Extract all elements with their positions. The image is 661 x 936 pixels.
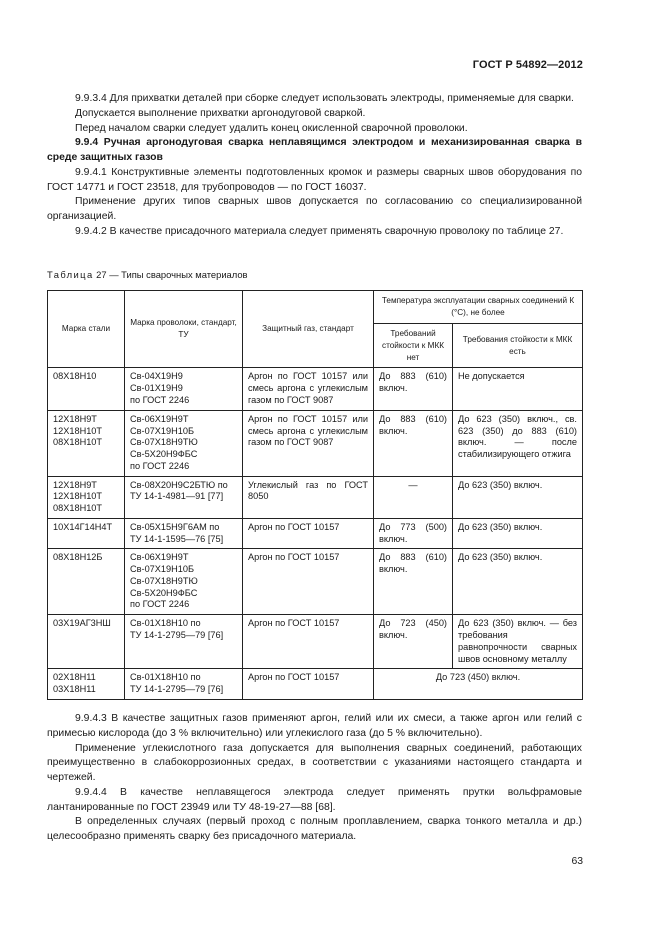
wire-grade: Св-05Х15Н9Г6АМ по	[130, 521, 220, 532]
header-mkk: Требования стойкости к МКК есть	[453, 323, 583, 368]
cell-mkk: Не допускается	[453, 368, 583, 410]
wire-grade: Св-07Х19Н10Б	[130, 564, 195, 575]
wire-grade: Св-01Х18Н10 по	[130, 672, 201, 683]
paragraph: Применение углекислотного газа допускается для выполнения сварных соединений, работающих преимущественно в слабокоррозионных средах, в соответствии с указаниями настоящего стандарта и чертежей.	[47, 742, 582, 784]
wire-grade: Св-5Х20Н9ФБС	[130, 449, 198, 460]
welding-materials-table	[47, 290, 583, 700]
cell-mkk: До 623 (350) включ., св. 623 (350) до 883 (610) включ. — после стабилизирующего отжига	[453, 410, 583, 476]
wire-grade: Св-07Х18Н9ТЮ	[130, 575, 198, 586]
steel-grade: 03Х19АГ3НШ	[53, 618, 111, 629]
cell-mkk: До 623 (350) включ. — без требования равнопрочности сварных швов основному металлу	[453, 615, 583, 669]
wire-grade: Св-07Х18Н9ТЮ	[130, 437, 198, 448]
bottom-paragraphs	[47, 712, 582, 845]
steel-grade: 08Х18Н10Т	[53, 503, 103, 514]
cell-gas: Углекислый газ по ГОСТ 8050	[243, 476, 374, 518]
page-number: 63	[571, 856, 583, 867]
cell-wire	[125, 476, 243, 518]
steel-grade: 12Х18Н10Т	[53, 491, 103, 502]
steel-grade: 03Х18Н11	[53, 684, 96, 695]
table-row	[48, 549, 583, 615]
paragraph: 9.9.4.3 В качестве защитных газов применяют аргон, гелий или их смеси, а также аргон или гелий с примесью кислорода (до 3 % включительно) или углекислого газа (до 5 % включительно).	[47, 713, 582, 739]
steel-grade: 08Х18Н10	[53, 371, 97, 382]
paragraph: Допускается выполнение прихватки аргонодуговой сваркой.	[75, 107, 366, 119]
header-temperature: Температура эксплуатации сварных соединений К (°С), не более	[374, 291, 583, 324]
paragraph: 9.9.3.4 Для прихватки деталей при сборке следует использовать электроды, применяемые для сварки.	[75, 93, 574, 104]
table-row	[48, 615, 583, 669]
steel-grade: 12Х18Н9Т	[53, 479, 97, 490]
cell-mkk: До 623 (350) включ.	[453, 549, 583, 615]
section-heading: 9.9.4 Ручная аргонодуговая сварка неплавящимся электродом и механизированная сварка в среде защитных газов	[47, 137, 582, 164]
table-body	[48, 368, 583, 699]
paragraph: Перед началом сварки следует удалить конец окисленной сварочной проволоки.	[75, 122, 468, 134]
cell-no-mkk: До 883 (610) включ.	[374, 410, 453, 476]
paragraph: 9.9.4.2 В качестве присадочного материала следует применять сварочную проволоку по таблице 27.	[75, 225, 564, 237]
table-caption	[47, 268, 248, 281]
table-caption-title: 27 — Типы сварочных материалов	[96, 269, 248, 280]
steel-grade: 12Х18Н10Т	[53, 425, 103, 436]
steel-grade: 12Х18Н9Т	[53, 413, 97, 424]
cell-wire	[125, 669, 243, 700]
cell-gas: Аргон по ГОСТ 10157 или смесь аргона с углекислым газом по ГОСТ 9087	[243, 410, 374, 476]
cell-temperature-merged: До 723 (450) включ.	[374, 669, 583, 700]
cell-steel	[48, 669, 125, 700]
wire-grade: Св-06Х19Н9Т	[130, 413, 189, 424]
table-row	[48, 410, 583, 476]
wire-grade: по ГОСТ 2246	[130, 460, 190, 471]
wire-grade: ТУ 14-1-4981—91 [77]	[130, 491, 224, 502]
paragraph: 9.9.4.4 В качестве неплавящегося электрода следует применять прутки вольфрамовые лантанированные по ГОСТ 23949 или ТУ 48-19-27—88 [68].	[47, 786, 582, 813]
cell-wire	[125, 549, 243, 615]
cell-gas: Аргон по ГОСТ 10157	[243, 549, 374, 615]
top-paragraphs	[47, 92, 582, 240]
steel-grade: 08Х18Н12Б	[53, 552, 103, 563]
cell-gas: Аргон по ГОСТ 10157 или смесь аргона с углекислым газом по ГОСТ 9087	[243, 368, 374, 410]
cell-no-mkk: До 883 (610) включ.	[374, 368, 453, 410]
steel-grade: 02Х18Н11	[53, 672, 96, 683]
cell-gas: Аргон по ГОСТ 10157	[243, 518, 374, 549]
document-id: ГОСТ Р 54892—2012	[472, 59, 583, 71]
table-row	[48, 476, 583, 518]
wire-grade: по ГОСТ 2246	[130, 599, 190, 610]
table-caption-label: Таблица	[47, 269, 94, 280]
cell-no-mkk: —	[374, 476, 453, 518]
cell-no-mkk: До 773 (500) включ.	[374, 518, 453, 549]
wire-grade: Св-08Х20Н9С2БТЮ по	[130, 479, 228, 490]
table-row	[48, 669, 583, 700]
paragraph: Применение других типов сварных швов допускается по согласованию со специализированной организацией.	[47, 196, 582, 223]
cell-wire	[125, 410, 243, 476]
wire-grade: ТУ 14-1-2795—79 [76]	[130, 684, 224, 695]
wire-grade: Св-01Х19Н9	[130, 383, 183, 394]
cell-steel	[48, 410, 125, 476]
cell-wire	[125, 615, 243, 669]
wire-grade: Св-04Х19Н9	[130, 371, 183, 382]
cell-wire	[125, 368, 243, 410]
wire-grade: ТУ 14-1-2795—79 [76]	[130, 630, 224, 640]
table-row	[48, 368, 583, 410]
wire-grade: Св-01Х18Н10 по	[130, 618, 201, 629]
paragraph: 9.9.4.1 Конструктивные элементы подготовленных кромок и размеры сварных швов оборудования по ГОСТ 14771 и ГОСТ 23518, для трубопроводов — по ГОСТ 16037.	[47, 166, 582, 193]
steel-grade: 10Х14Г14Н4Т	[53, 521, 113, 532]
header-wire: Марка проволоки, стандарт, ТУ	[125, 291, 243, 368]
cell-gas: Аргон по ГОСТ 10157	[243, 615, 374, 669]
cell-steel	[48, 615, 125, 669]
wire-grade: Св-06Х19Н9Т	[130, 552, 189, 563]
cell-steel	[48, 476, 125, 518]
cell-mkk: До 623 (350) включ.	[453, 476, 583, 518]
cell-wire	[125, 518, 243, 549]
wire-grade: по ГОСТ 2246	[130, 394, 190, 405]
cell-steel	[48, 368, 125, 410]
header-no-mkk: Требований стойкости к МКК нет	[374, 323, 453, 368]
cell-mkk: До 623 (350) включ.	[453, 518, 583, 549]
cell-no-mkk: До 723 (450) включ.	[374, 615, 453, 669]
wire-grade: Св-07Х19Н10Б	[130, 425, 195, 436]
header-steel: Марка стали	[48, 291, 125, 368]
cell-steel	[48, 518, 125, 549]
header-gas: Защитный газ, стандарт	[243, 291, 374, 368]
cell-no-mkk: До 883 (610) включ.	[374, 549, 453, 615]
steel-grade: 08Х18Н10Т	[53, 437, 103, 448]
cell-gas: Аргон по ГОСТ 10157	[243, 669, 374, 700]
paragraph: В определенных случаях (первый проход с полным проплавлением, сварка тонкого металла и др.) целесообразно применять сварку без присадочного материала.	[47, 816, 582, 843]
wire-grade: Св-5Х20Н9ФБС	[130, 587, 198, 598]
cell-steel	[48, 549, 125, 615]
wire-grade: ТУ 14-1-1595—76 [75]	[130, 533, 224, 544]
table-row	[48, 518, 583, 549]
